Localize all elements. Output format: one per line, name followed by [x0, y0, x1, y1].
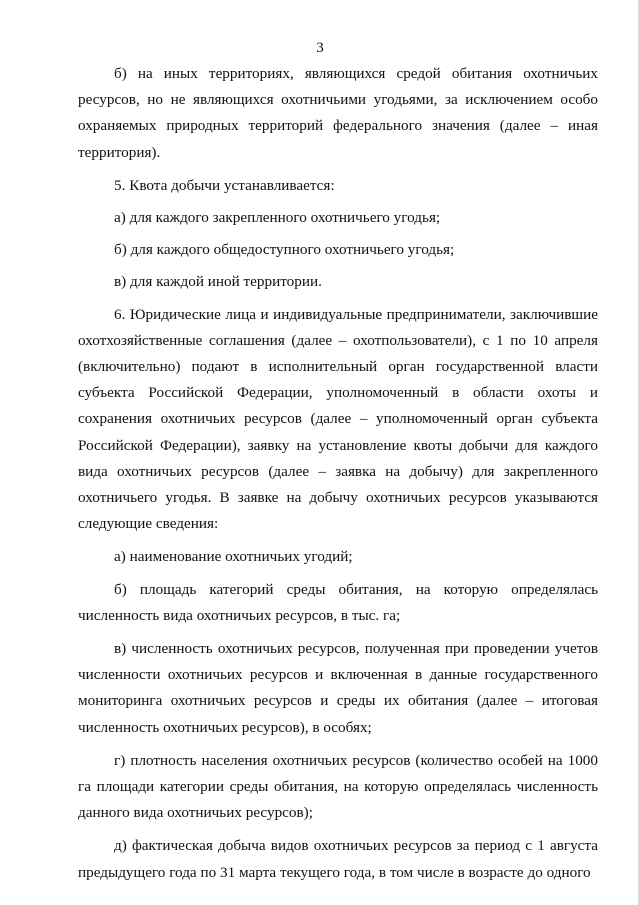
paragraph-item-a-assigned: а) для каждого закрепленного охотничьего угодья; — [114, 209, 441, 227]
paragraph-e-harvest: д) фактическая добыча видов охотничьих ресурсов за период с 1 августа предыдущего года по 31 марта текущего года, в том числе в возрасте до одного — [78, 837, 598, 881]
page-number: 3 — [316, 40, 324, 56]
paragraph-d-density: г) плотность населения охотничьих ресурсов (количество особей на 1000 га площади категории среды обитания, на которую определялась численность данного вида охотничьих ресурсов); — [78, 751, 598, 822]
paragraph-other-territories: б) на иных территориях, являющихся средой обитания охотничьих ресурсов, но не являющихся охотничьими угодьями, за исключением особо охраняемых природных территорий федерального значения (далее – иная территория). — [78, 65, 598, 161]
paragraph-b-area: б) площадь категорий среды обитания, на которую определялась численность вида охотничьих ресурсов, в тыс. га; — [78, 580, 598, 624]
document-body — [78, 61, 598, 893]
paragraph-a-name: а) наименование охотничьих угодий; — [114, 548, 353, 566]
paragraph-item-b-public: б) для каждого общедоступного охотничьего угодья; — [114, 241, 455, 259]
paragraph-six-application: 6. Юридические лица и индивидуальные предприниматели, заключившие охотхозяйственные соглашения (далее – охотпользователи), с 1 по 10 апреля (включительно) подают в исполнительный орган государственной власти субъекта Российской Федерации, уполномоченный в области охоты и сохранения охотничьих ресурсов (далее – уполномоченный орган субъекта Российской Федерации), заявку на установление квоты добычи для каждого вида охотничьих ресурсов (далее – заявка на добычу) для закрепленного охотничьего угодья. В заявке на добычу охотничьих ресурсов указываются следующие сведения: — [78, 305, 598, 533]
paragraph-item-c-other: в) для каждой иной территории. — [114, 273, 322, 291]
paragraph-quota-established: 5. Квота добычи устанавливается: — [114, 176, 335, 194]
paragraph-c-population: в) численность охотничьих ресурсов, полученная при проведении учетов численности охотничьих ресурсов и включенная в данные государственного мониторинга охотничьих ресурсов и среды их обитания (далее – итоговая численность охотничьих ресурсов), в особях; — [78, 640, 598, 736]
